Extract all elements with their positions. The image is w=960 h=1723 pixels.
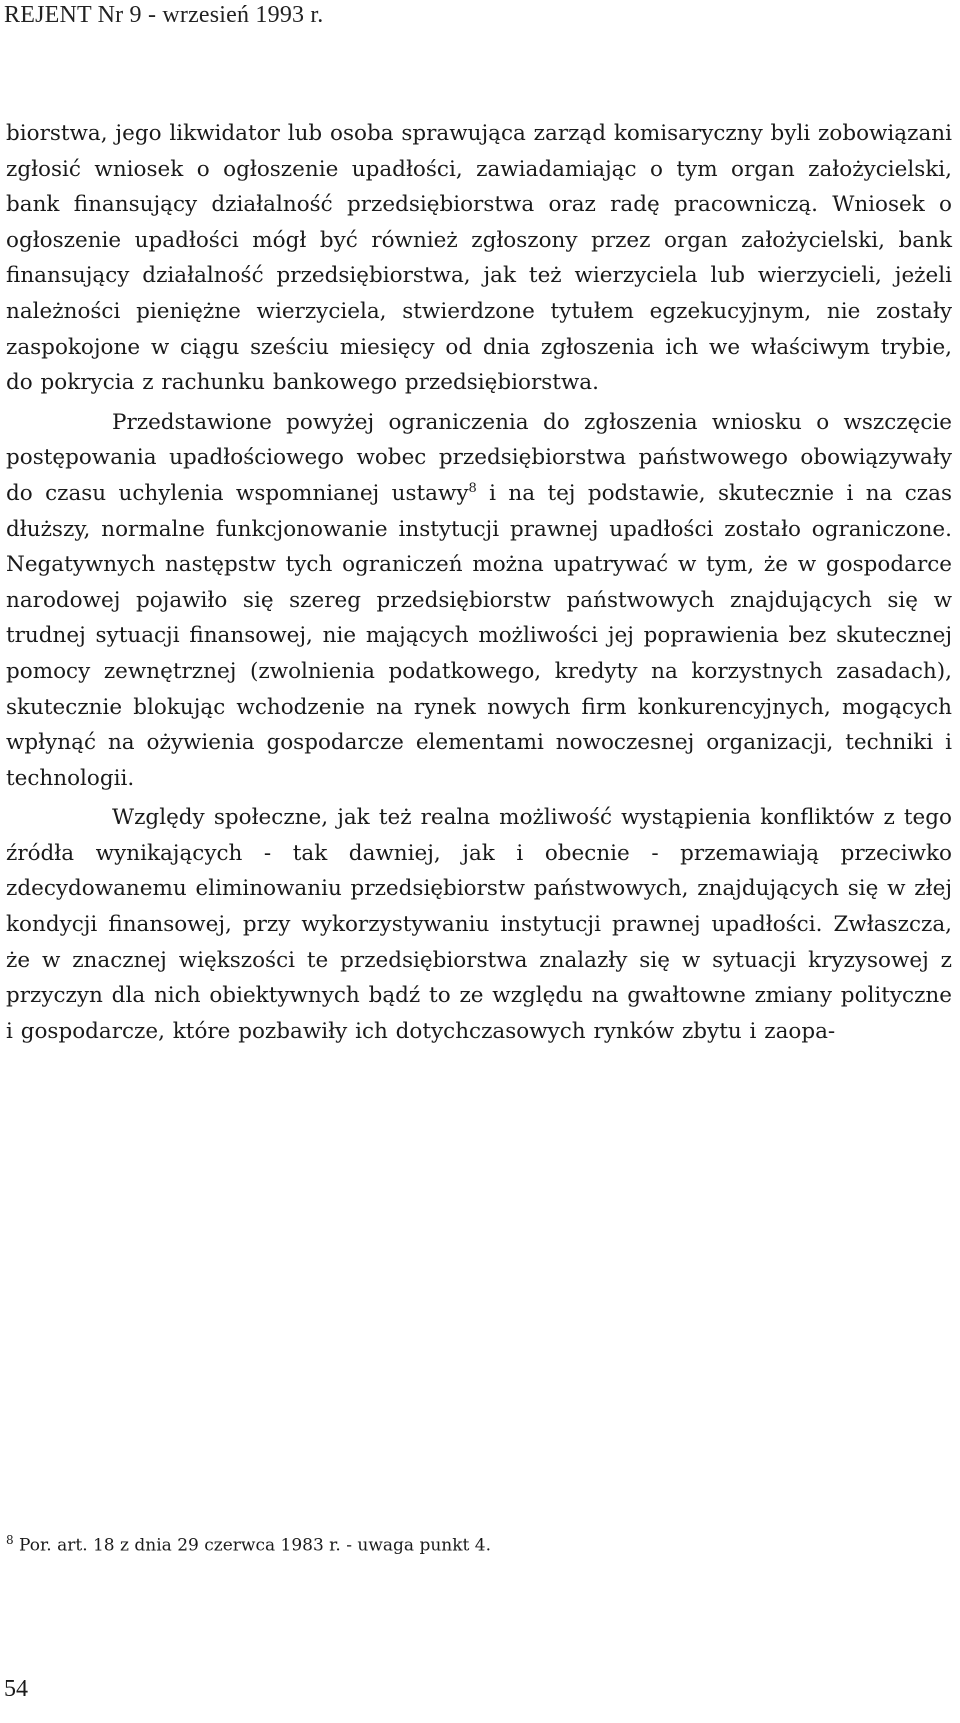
page-number: 54 <box>4 1676 28 1702</box>
paragraph-3: Względy społeczne, jak też realna możliwość wystąpienia konfliktów z tego źródła wynikających - tak dawniej, jak i obecnie - przemawiają przeciwko zdecydowanemu eliminowaniu przedsiębiorstw państwowych, znajdujących się w złej kondycji finansowej, przy wykorzystywaniu instytucji prawnej upadłości. Zwłaszcza, że w znacznej większości te przedsiębiorstwa znalazły się w sytuacji kryzysowej z przyczyn dla nich obiektywnych bądź to ze względu na gwałtowne zmiany polityczne i gospodarcze, które pozbawiły ich dotychczasowych rynków zbytu i zaopa- <box>6 805 952 1044</box>
running-header: REJENT Nr 9 - wrzesień 1993 r. <box>4 2 324 28</box>
paragraph-2-text-b: i na tej podstawie, skutecznie i na czas dłuższy, normalne funkcjonowanie instytucji prawnej upadłości zostało ograniczone. Negatywnych następstw tych ograniczeń można upatrywać w tym, że w gospodarce narodowej pojawiło się szereg przedsiębiorstw państwowych znajdujących się w trudnej sytuacji finansowej, nie mających możliwości jej poprawienia bez skutecznej pomocy zewnętrznej (zwolnienia podatkowego, kredyty na korzystnych zasadach), skutecznie blokując wchodzenie na rynek nowych firm konkurencyjnych, mogących wpłynąć na ożywienia gospodarcze elementami nowoczesnej organizacji, techniki i technologii. <box>6 480 952 791</box>
paragraph-2 <box>6 405 952 797</box>
paragraph-2-text-a: Przedstawione powyżej ograniczenia do zgłoszenia wniosku o wszczęcie postępowania upadłościowego wobec przedsiębiorstwa państwowego obowiązywały do czasu uchylenia wspomnianej ustawy <box>6 409 952 506</box>
footnote-reference[interactable]: 8 <box>468 480 477 496</box>
footnote-marker: 8 <box>6 1533 14 1547</box>
footnote <box>6 1528 491 1558</box>
footnote-text: Por. art. 18 z dnia 29 czerwca 1983 r. - uwaga punkt 4. <box>13 1535 491 1556</box>
article-body <box>6 116 952 1049</box>
paragraph-1: biorstwa, jego likwidator lub osoba sprawująca zarząd komisaryczny byli zobowiązani zgłosić wniosek o ogłoszenie upadłości, zawiadamiając o tym organ założycielski, bank finansujący działalność przedsiębiorstwa oraz radę pracowniczą. Wniosek o ogłoszenie upadłości mógł być również zgłoszony przez organ założycielski, bank finansujący działalność przedsiębiorstwa, jak też wierzyciela lub wierzycieli, jeżeli należności pieniężne wierzyciela, stwierdzone tytułem egzekucyjnym, nie zostały zaspokojone w ciągu sześciu miesięcy od dnia zgłoszenia ich we właściwym trybie, do pokrycia z rachunku bankowego przedsiębiorstwa. <box>6 121 952 396</box>
